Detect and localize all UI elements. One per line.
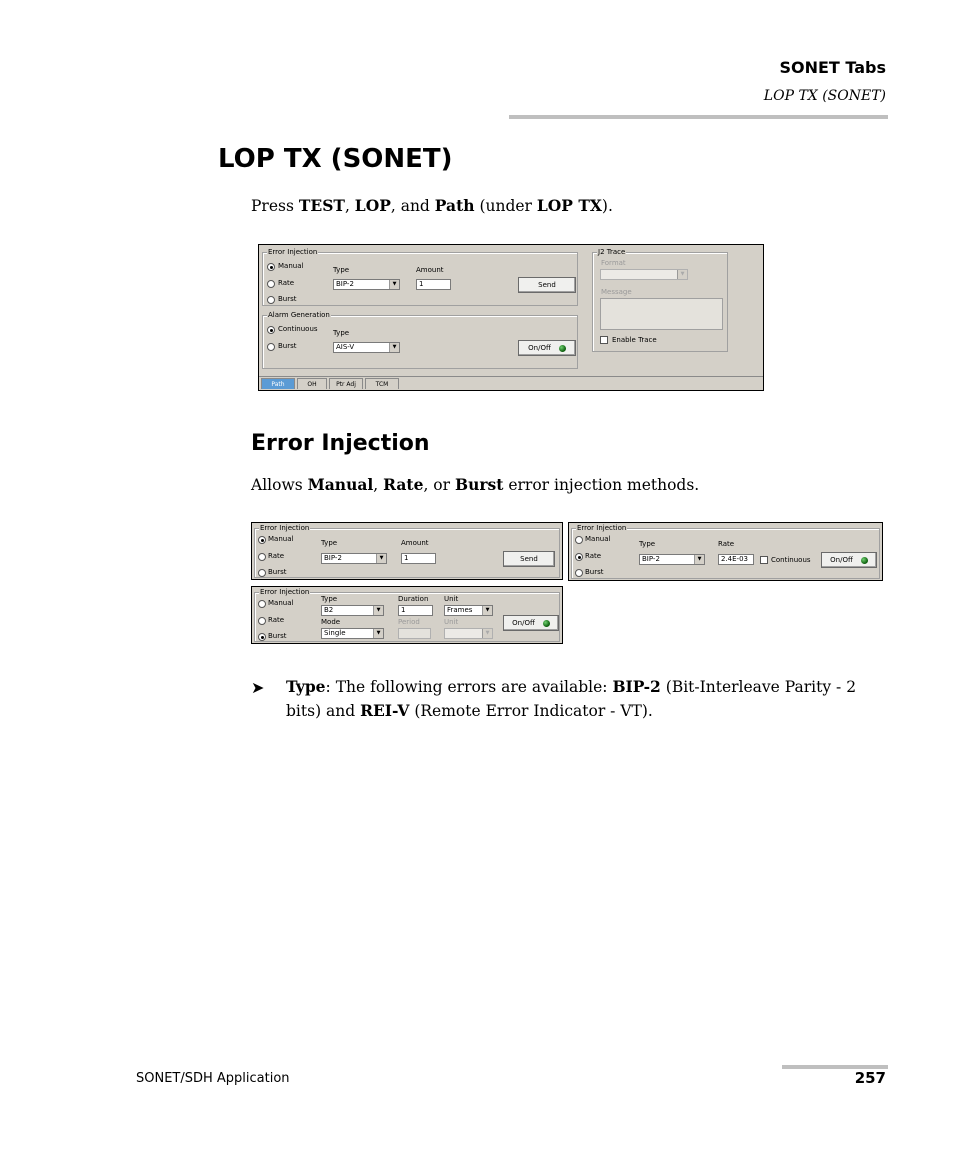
radio-burst[interactable] (258, 569, 266, 577)
onoff-button[interactable]: On/Off (821, 552, 877, 568)
group-legend: Error Injection (260, 524, 310, 532)
alarm-generation-group (262, 311, 578, 369)
footer-document-title: SONET/SDH Application (136, 1071, 290, 1086)
bullet-arrow-icon: ➤ (251, 678, 265, 697)
radio-label: Burst (268, 568, 287, 576)
mode-label: Mode (321, 618, 341, 626)
radio-manual[interactable] (575, 536, 583, 544)
header-rule (509, 115, 888, 119)
format-label: Format (601, 259, 626, 267)
unit-select[interactable]: Frames ▼ (444, 605, 493, 616)
message-textarea[interactable] (600, 298, 723, 330)
section-title: Error Injection (251, 431, 430, 456)
radio-rate[interactable] (267, 280, 275, 288)
j2-trace-group (592, 248, 728, 352)
group-legend: Error Injection (577, 524, 627, 532)
error-injection-manual-screenshot (251, 522, 563, 580)
type-label: Type (333, 329, 350, 337)
send-button[interactable]: Send (503, 551, 555, 567)
unit2-label: Unit (444, 618, 459, 626)
radio-label: Manual (268, 535, 294, 543)
radio-label: Rate (268, 616, 285, 624)
enable-trace-checkbox[interactable] (600, 336, 608, 344)
group-legend: Alarm Generation (268, 311, 330, 319)
running-header-subtitle: LOP TX (SONET) (763, 88, 886, 104)
radio-label: Burst (268, 632, 287, 640)
lop-tx-path-screenshot (258, 244, 764, 391)
amount-input[interactable]: 1 (401, 553, 436, 564)
type-select[interactable]: B2 ▼ (321, 605, 384, 616)
alarm-type-select[interactable]: AIS-V ▼ (333, 342, 400, 353)
send-button[interactable]: Send (518, 277, 576, 293)
tab-path[interactable]: Path (261, 378, 295, 389)
radio-burst[interactable] (575, 569, 583, 577)
radio-label: Rate (268, 552, 285, 560)
rate-input[interactable]: 2.4E-03 (718, 554, 754, 565)
type-label: Type (321, 595, 338, 603)
type-label: Type (639, 540, 656, 548)
type-select[interactable]: BIP-2 ▼ (639, 554, 705, 565)
amount-label: Amount (416, 266, 444, 274)
running-header-title: SONET Tabs (779, 58, 886, 77)
error-injection-group (262, 248, 578, 306)
unit2-select[interactable]: ▼ (444, 628, 493, 639)
radio-burst[interactable] (267, 296, 275, 304)
radio-label: Manual (585, 535, 611, 543)
radio-label: Burst (278, 342, 297, 350)
group-legend: Error Injection (260, 588, 310, 596)
radio-label: Continuous (278, 325, 318, 333)
page-number: 257 (854, 1069, 886, 1087)
radio-continuous[interactable] (267, 326, 275, 334)
radio-manual[interactable] (258, 536, 266, 544)
led-icon (861, 557, 868, 564)
duration-label: Duration (398, 595, 429, 603)
radio-label: Burst (585, 568, 604, 576)
intro-paragraph: Press TEST, LOP, and Path (under LOP TX). (251, 196, 613, 215)
tab-tcm[interactable]: TCM (365, 378, 399, 389)
onoff-button[interactable]: On/Off (518, 340, 576, 356)
duration-input[interactable]: 1 (398, 605, 433, 616)
continuous-label: Continuous (771, 556, 811, 564)
radio-label: Manual (278, 262, 304, 270)
error-injection-group (571, 524, 880, 579)
error-injection-group (254, 588, 560, 642)
amount-input[interactable]: 1 (416, 279, 451, 290)
radio-rate[interactable] (258, 617, 266, 625)
error-injection-group (254, 524, 560, 578)
format-select[interactable]: ▼ (600, 269, 688, 280)
unit-label: Unit (444, 595, 459, 603)
led-icon (559, 345, 566, 352)
error-injection-burst-screenshot (251, 586, 563, 644)
bullet-type-description: Type: The following errors are available: BIP-2 (Bit-Interleave Parity - 2 bits) and REI-V (Remote Error Indicator - VT). (286, 677, 857, 720)
page-title: LOP TX (SONET) (218, 144, 453, 174)
onoff-button[interactable]: On/Off (503, 615, 559, 631)
radio-manual[interactable] (258, 600, 266, 608)
radio-rate[interactable] (258, 553, 266, 561)
tab-oh[interactable]: OH (297, 378, 327, 389)
amount-label: Amount (401, 539, 429, 547)
type-label: Type (321, 539, 338, 547)
allows-paragraph: Allows Manual, Rate, or Burst error injection methods. (251, 475, 700, 494)
radio-label: Manual (268, 599, 294, 607)
radio-burst[interactable] (258, 633, 266, 641)
period-label: Period (398, 618, 420, 626)
group-legend: J2 Trace (598, 248, 626, 256)
radio-label: Rate (278, 279, 295, 287)
error-injection-rate-screenshot (568, 522, 883, 581)
radio-label: Burst (278, 295, 297, 303)
tab-ptr-adj[interactable]: Ptr Adj (329, 378, 363, 389)
rate-label: Rate (718, 540, 735, 548)
type-label: Type (333, 266, 350, 274)
message-label: Message (601, 288, 632, 296)
continuous-checkbox[interactable] (760, 556, 768, 564)
mode-select[interactable]: Single ▼ (321, 628, 384, 639)
type-select[interactable]: BIP-2 ▼ (333, 279, 400, 290)
period-input[interactable] (398, 628, 431, 639)
radio-label: Rate (585, 552, 602, 560)
radio-manual[interactable] (267, 263, 275, 271)
enable-trace-label: Enable Trace (612, 336, 657, 344)
type-select[interactable]: BIP-2 ▼ (321, 553, 387, 564)
radio-rate[interactable] (575, 553, 583, 561)
radio-burst[interactable] (267, 343, 275, 351)
led-icon (543, 620, 550, 627)
group-legend: Error Injection (268, 248, 318, 256)
